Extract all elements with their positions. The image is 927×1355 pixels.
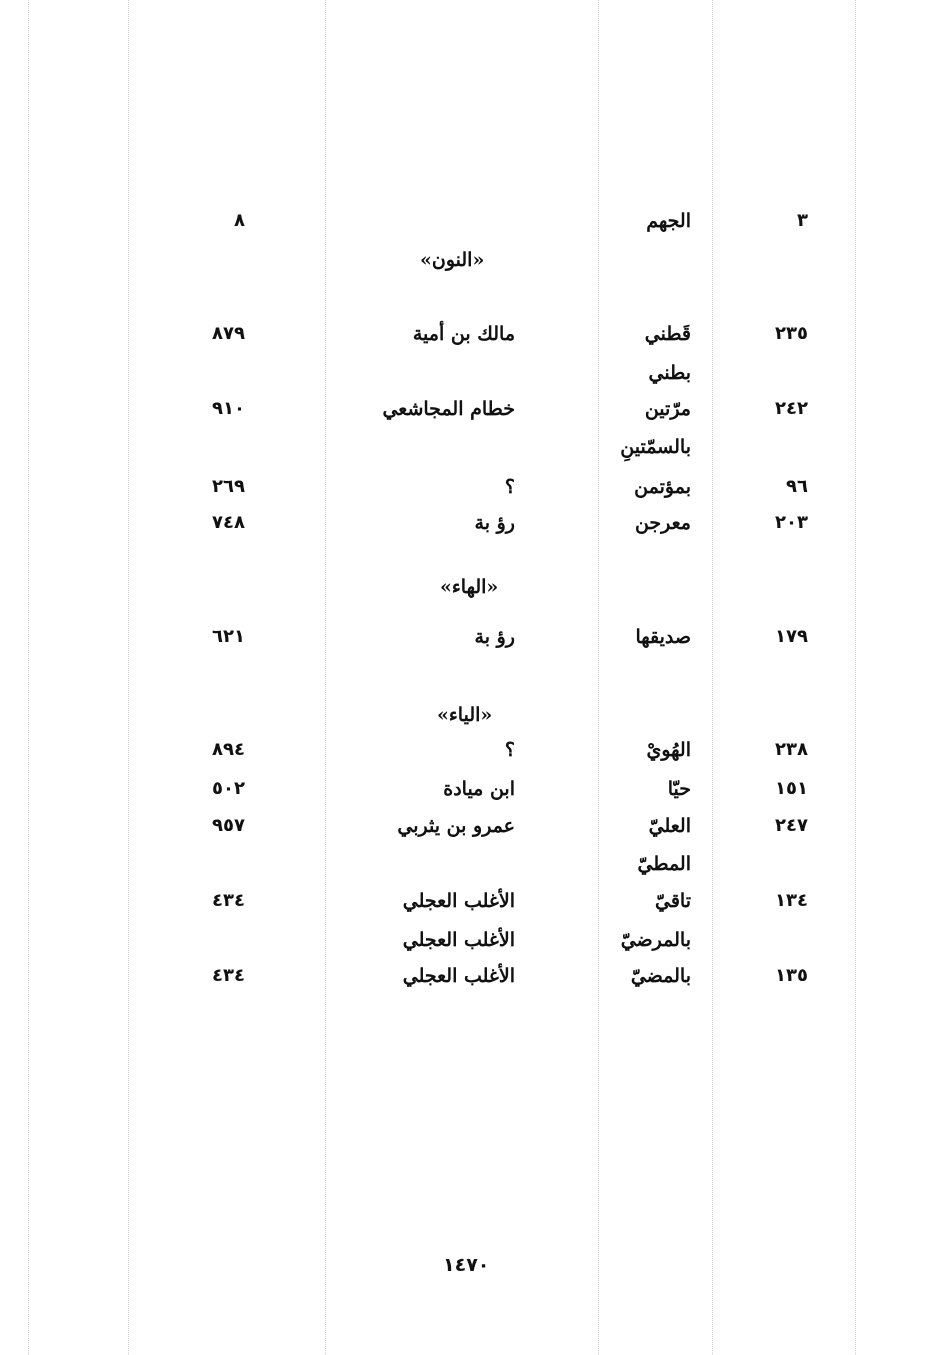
page-ref: ٩٥٧ xyxy=(212,815,245,836)
poet-name: الأغلب العجلي xyxy=(402,890,515,912)
page-ref: ٦٢١ xyxy=(212,626,245,647)
scan-line xyxy=(28,0,29,1355)
rhyme-word: بالمرضيّ xyxy=(620,929,691,951)
rhyme-word: الهُويْ xyxy=(646,739,691,761)
rhyme-word: قَطني xyxy=(644,323,691,345)
rhyme-word: بالسمّتينِ xyxy=(620,436,691,458)
poet-name: خطام المجاشعي xyxy=(382,398,515,420)
poet-name: ؟ xyxy=(504,476,515,498)
poet-name: ؟ xyxy=(504,739,515,761)
rhyme-word: الجهم xyxy=(646,210,691,232)
row-number: ١٧٩ xyxy=(775,626,808,647)
scan-line xyxy=(712,0,713,1355)
poet-name: الأغلب العجلي xyxy=(402,929,515,951)
poet-name: مالك بن أمية xyxy=(412,323,515,345)
rhyme-word: صديقها xyxy=(635,626,691,648)
rhyme-word: حيّا xyxy=(667,778,691,800)
section-heading-haa: «الهاء» xyxy=(440,576,499,598)
row-number: ١٣٤ xyxy=(775,890,808,911)
poet-name: رؤ بة xyxy=(474,626,515,648)
poet-name: رؤ بة xyxy=(474,512,515,534)
page-ref: ٢٦٩ xyxy=(212,476,245,497)
row-number: ٢٤٧ xyxy=(775,815,808,836)
row-number: ٢٣٨ xyxy=(775,739,808,760)
page-ref: ٨ xyxy=(234,210,245,231)
rhyme-word: بمؤتمن xyxy=(634,476,691,498)
row-number: ٣ xyxy=(797,210,808,231)
page-ref: ٩١٠ xyxy=(212,398,245,419)
row-number: ١٣٥ xyxy=(775,965,808,986)
rhyme-word: بطني xyxy=(648,362,691,384)
page-ref: ٨٧٩ xyxy=(212,323,245,344)
page-number: ١٤٧٠ xyxy=(443,1254,490,1276)
page-ref: ٨٩٤ xyxy=(212,739,245,760)
row-number: ١٥١ xyxy=(775,778,808,799)
scan-line xyxy=(128,0,129,1355)
page-ref: ٤٣٤ xyxy=(212,965,245,986)
page-ref: ٥٠٢ xyxy=(212,778,245,799)
page-ref: ٤٣٤ xyxy=(212,890,245,911)
section-heading-yaa: «الياء» xyxy=(437,704,493,726)
section-heading-noon: «النون» xyxy=(420,249,485,271)
scan-line xyxy=(325,0,326,1355)
row-number: ٢٠٣ xyxy=(775,512,808,533)
row-number: ٩٦ xyxy=(786,476,808,497)
scan-line xyxy=(855,0,856,1355)
rhyme-word: المطيّ xyxy=(637,853,691,875)
poet-name: الأغلب العجلي xyxy=(402,965,515,987)
rhyme-word: العليّ xyxy=(648,815,691,837)
scan-line xyxy=(598,0,599,1355)
rhyme-word: تاقيّ xyxy=(655,890,691,912)
row-number: ٢٤٢ xyxy=(775,398,808,419)
rhyme-word: بالمضيّ xyxy=(630,965,691,987)
rhyme-word: مرّتين xyxy=(644,398,691,420)
page-ref: ٧٤٨ xyxy=(212,512,245,533)
poet-name: ابن ميادة xyxy=(443,778,515,800)
poet-name: عمرو بن يثربي xyxy=(397,815,515,837)
row-number: ٢٣٥ xyxy=(775,323,808,344)
rhyme-word: معرجن xyxy=(634,512,691,534)
